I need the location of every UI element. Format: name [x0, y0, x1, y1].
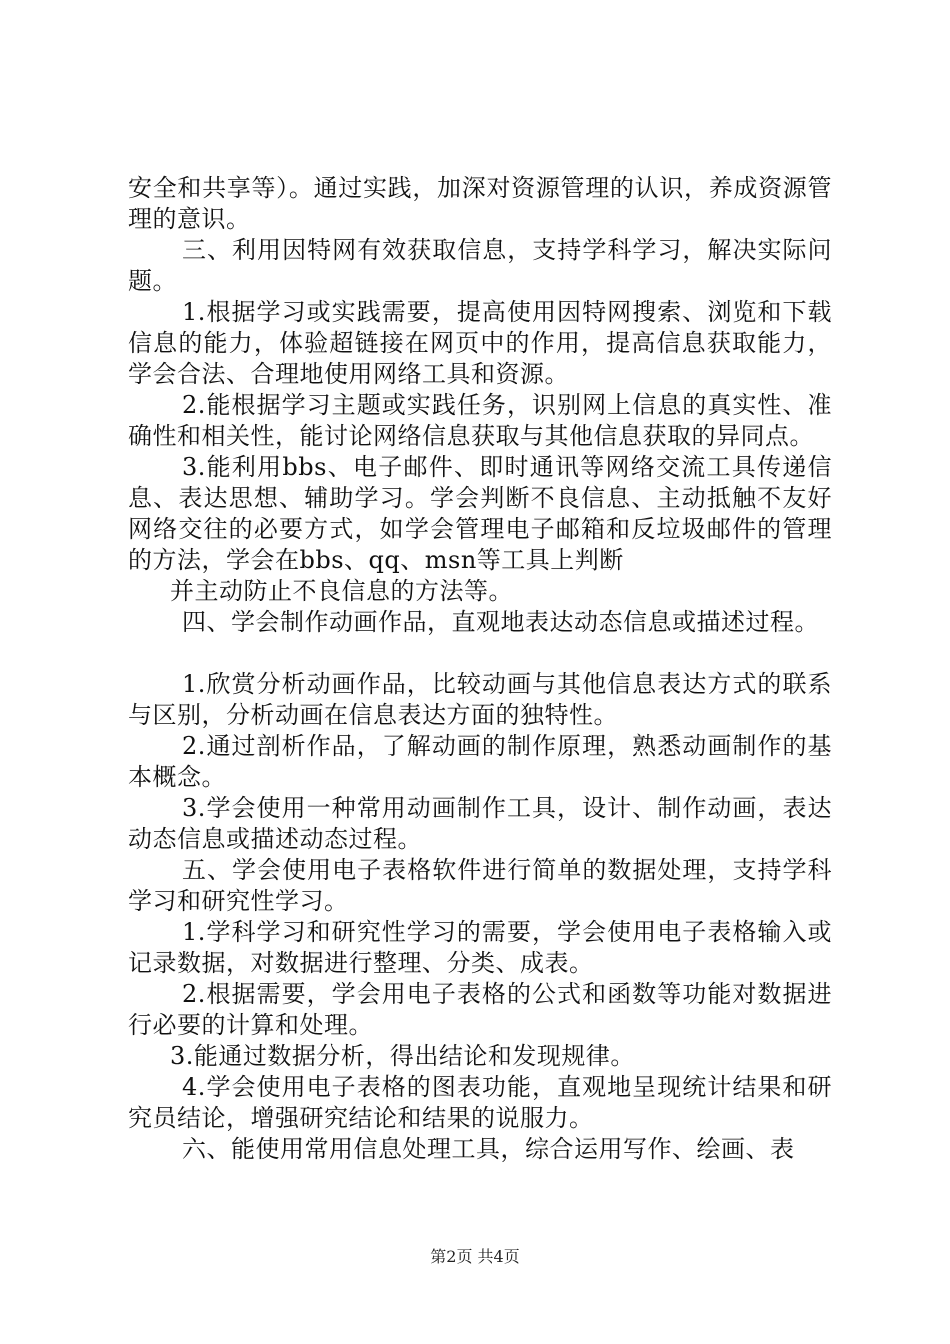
paragraph: 3.能通过数据分析，得出结论和发现规律。 — [170, 1042, 635, 1070]
paragraph: 1.欣赏分析动画作品，比较动画与其他信息表达方式的联系与区别，分析动画在信息表达方面的独特性。 — [128, 670, 832, 729]
page-number-footer: 第2页 共4页 — [430, 1247, 520, 1266]
paragraph: 2.根据需要，学会用电子表格的公式和函数等功能对数据进行必要的计算和处理。 — [128, 980, 832, 1039]
paragraph: 2.通过剖析作品，了解动画的制作原理，熟悉动画制作的基本概念。 — [128, 732, 832, 791]
paragraph: 4.学会使用电子表格的图表功能，直观地呈现统计结果和研究员结论，增强研究结论和结果的说服力。 — [128, 1073, 832, 1132]
section-heading: 五、学会使用电子表格软件进行简单的数据处理，支持学科学习和研究性学习。 — [128, 856, 832, 915]
paragraph: 并主动防止不良信息的方法等。 — [170, 577, 513, 605]
paragraph: 1.学科学习和研究性学习的需要，学会使用电子表格输入或记录数据，对数据进行整理、分类、成表。 — [128, 918, 832, 977]
document-body — [128, 173, 832, 1165]
paragraph: 安全和共享等）。通过实践，加深对资源管理的认识，养成资源管理的意识。 — [128, 174, 832, 233]
paragraph: 2.能根据学习主题或实践任务，识别网上信息的真实性、准确性和相关性，能讨论网络信息获取与其他信息获取的异同点。 — [128, 391, 832, 450]
section-heading: 三、利用因特网有效获取信息，支持学科学习，解决实际问题。 — [128, 236, 832, 295]
section-heading: 四、学会制作动画作品，直观地表达动态信息或描述过程。 — [182, 608, 819, 636]
paragraph: 1.根据学习或实践需要，提高使用因特网搜索、浏览和下载信息的能力，体验超链接在网页中的作用，提高信息获取能力，学会合法、合理地使用网络工具和资源。 — [128, 298, 832, 388]
section-heading: 六、能使用常用信息处理工具，综合运用写作、绘画、表 — [182, 1135, 795, 1163]
paragraph: 3.学会使用一种常用动画制作工具，设计、制作动画，表达动态信息或描述动态过程。 — [128, 794, 832, 853]
paragraph: 3.能利用bbs、电子邮件、即时通讯等网络交流工具传递信息、表达思想、辅助学习。学会判断不良信息、主动抵触不友好网络交往的必要方式，如学会管理电子邮箱和反垃圾邮件的管理的方法，学会在bbs、qq、msn等工具上判断 — [128, 453, 832, 574]
